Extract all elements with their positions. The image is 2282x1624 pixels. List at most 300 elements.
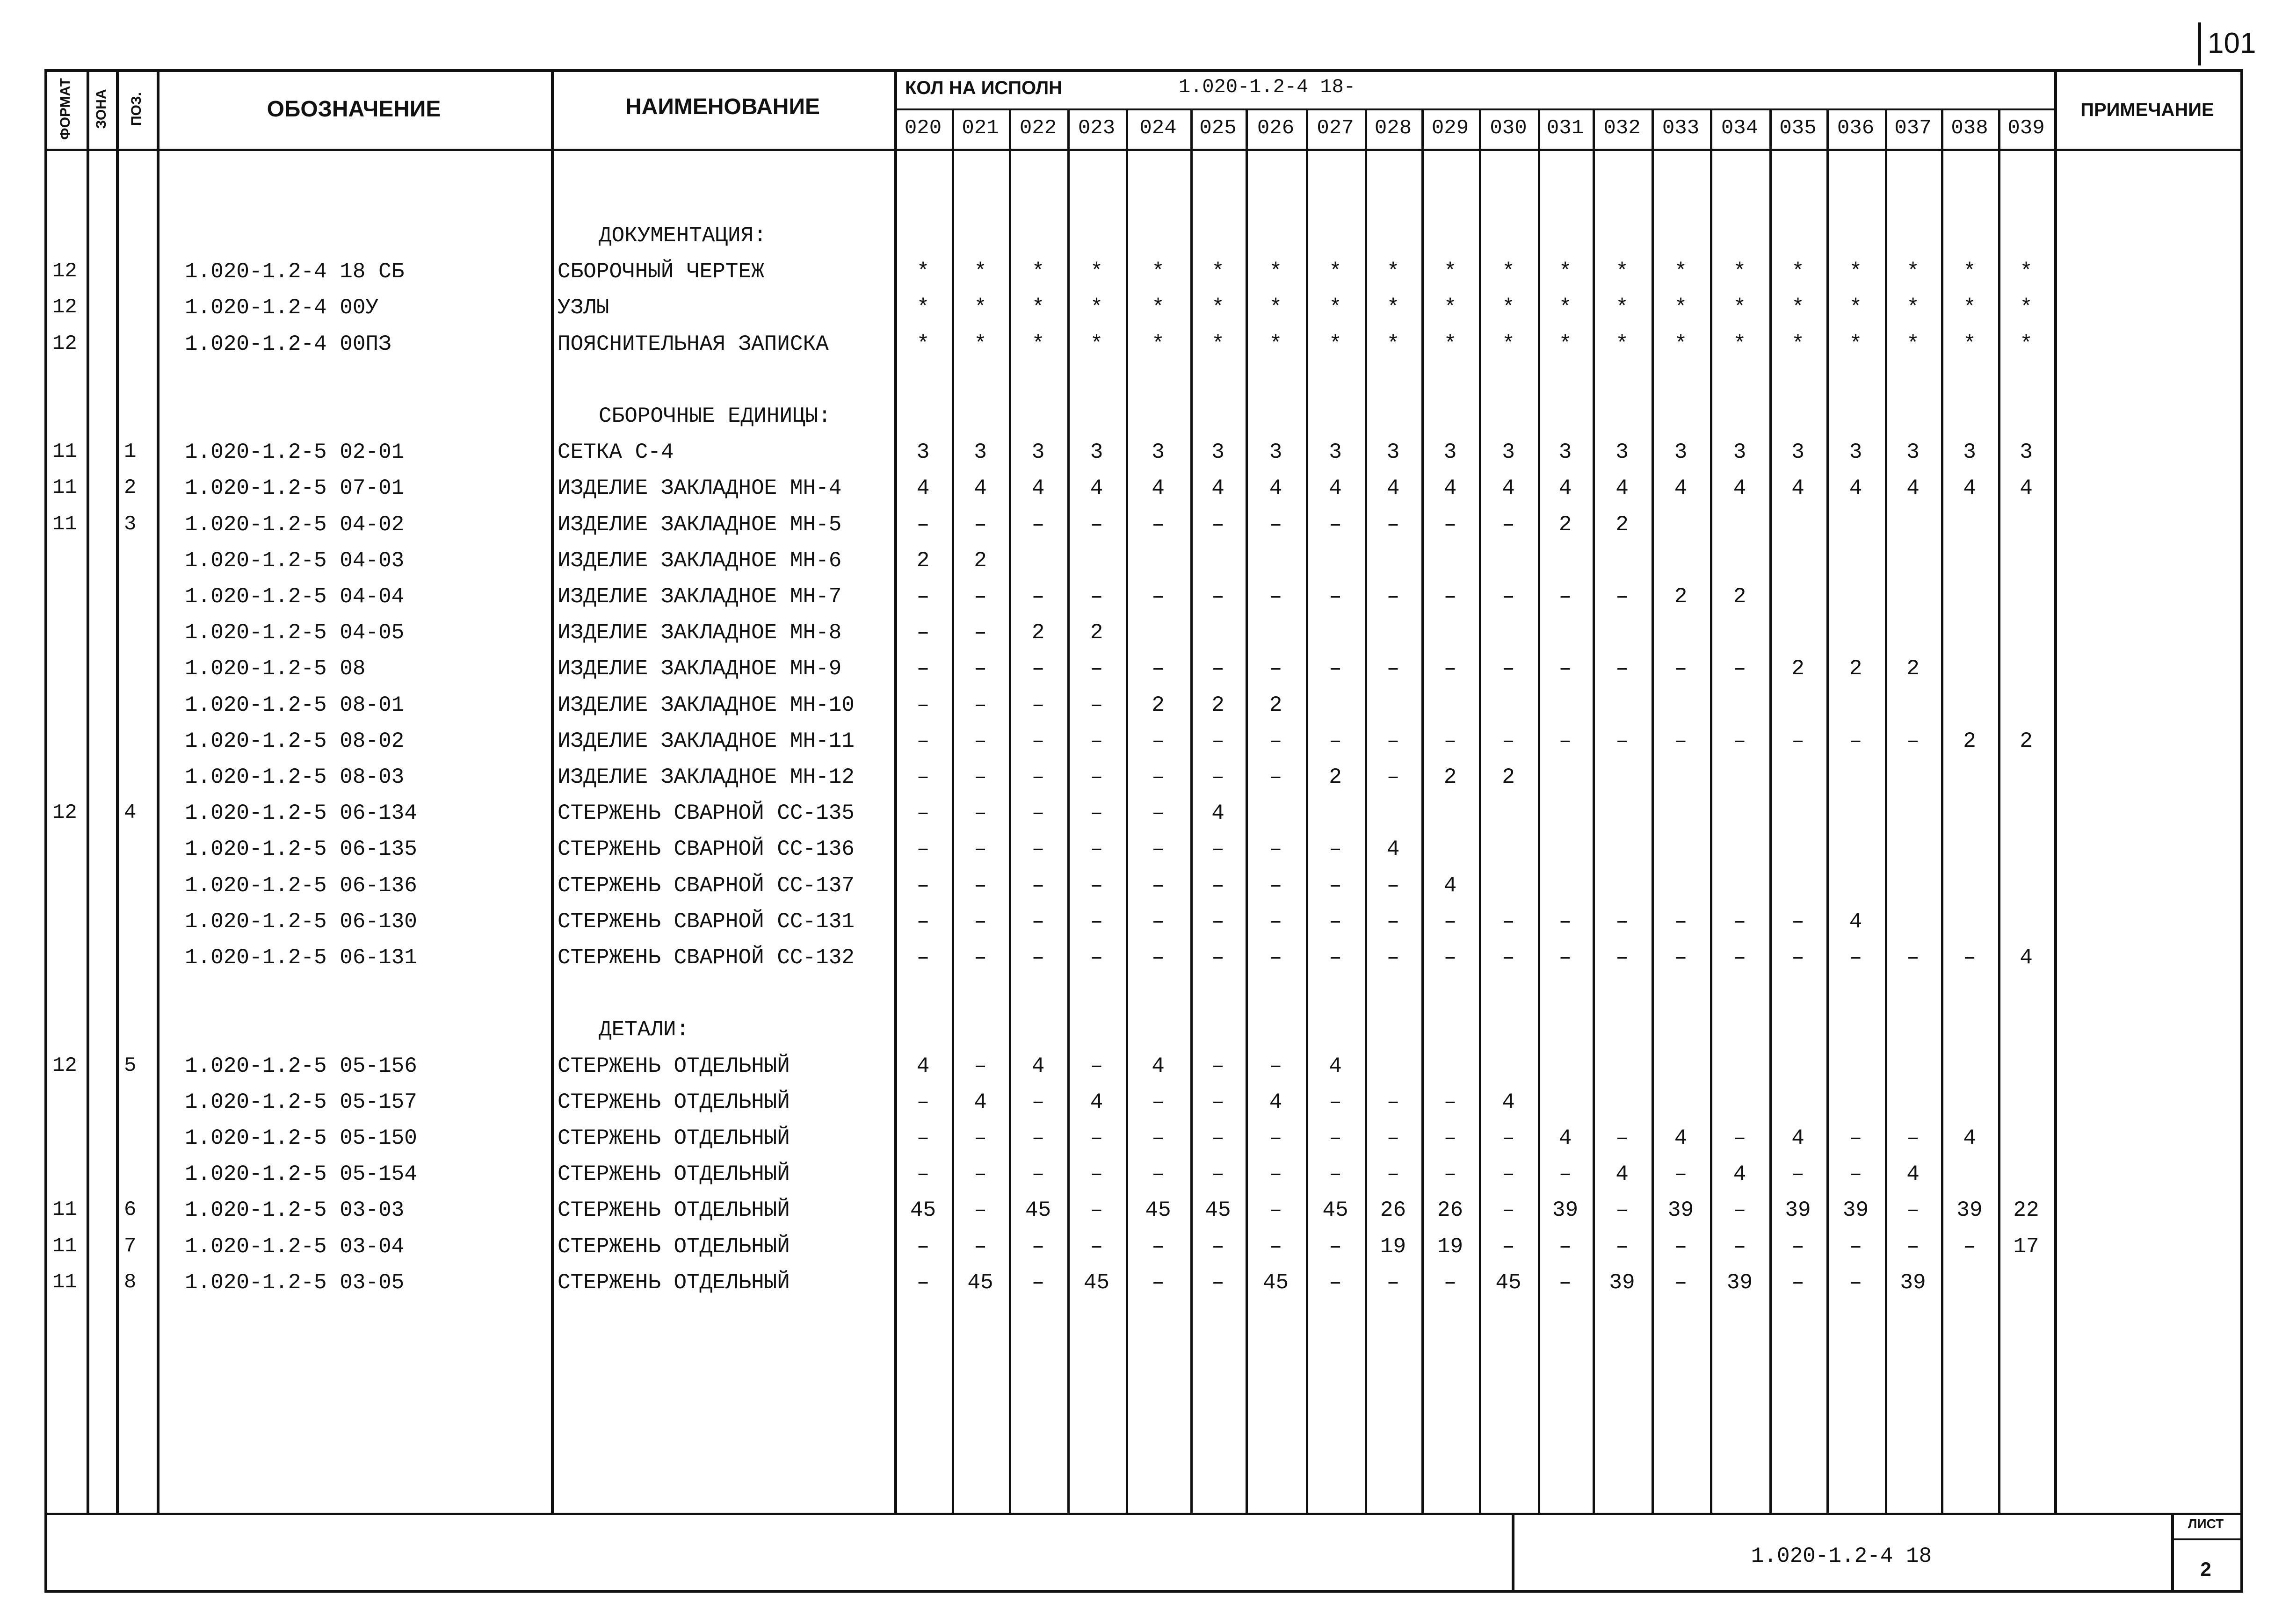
variant-header: 036 (1837, 116, 1875, 140)
quantity-cell: – (1443, 657, 1457, 681)
variant-header: 028 (1374, 116, 1412, 140)
quantity-cell: – (916, 1126, 930, 1150)
quantity-cell: * (1211, 332, 1224, 356)
quantity-cell: – (1090, 873, 1103, 898)
quantity-cell: – (1269, 873, 1282, 898)
quantity-cell: 2 (1269, 693, 1282, 717)
quantity-cell: * (1616, 296, 1629, 320)
designation-cell: 1.020-1.2-5 03-04 (185, 1234, 405, 1259)
quantity-cell: 4 (1443, 476, 1457, 501)
quantity-cell: * (1269, 260, 1282, 284)
quantity-cell: – (1031, 585, 1045, 609)
name-cell: СТЕРЖЕНЬ ОТДЕЛЬНЫЙ (558, 1126, 790, 1150)
quantity-cell: – (1152, 657, 1165, 681)
quantity-cell: – (1849, 1162, 1862, 1187)
quantity-cell: – (1031, 657, 1045, 681)
quantity-cell: – (1152, 1162, 1165, 1187)
quantity-cell: – (1791, 946, 1804, 970)
quantity-cell: – (1963, 1234, 1976, 1259)
quantity-cell: – (1906, 1234, 1920, 1259)
quantity-cell: * (2020, 260, 2033, 284)
pos-cell: 1 (124, 440, 137, 464)
quantity-cell: – (1090, 1198, 1103, 1223)
format-cell: 11 (52, 1198, 77, 1222)
name-cell: ИЗДЕЛИЕ ЗАКЛАДНОЕ МН-12 (558, 765, 855, 789)
variant-column-rule (1593, 108, 1595, 1513)
quantity-cell: 4 (1674, 1126, 1688, 1150)
quantity-cell: * (1090, 260, 1103, 284)
section-heading: ДЕТАЛИ: (599, 1018, 689, 1042)
column-rule (894, 69, 897, 1513)
quantity-cell: – (1733, 729, 1746, 753)
quantity-cell: 4 (1386, 476, 1400, 501)
name-cell: СБОРОЧНЫЙ ЧЕРТЕЖ (558, 260, 764, 284)
quantity-cell: * (1152, 332, 1165, 356)
quantity-cell: 2 (974, 548, 987, 573)
quantity-cell: – (1733, 946, 1746, 970)
quantity-cell: 4 (1558, 1126, 1572, 1150)
quantity-cell: – (1906, 1126, 1920, 1150)
quantity-cell: – (916, 729, 930, 753)
quantity-cell: 4 (1031, 1054, 1045, 1078)
variant-column-rule (1365, 108, 1367, 1513)
quantity-cell: – (1031, 873, 1045, 898)
quantity-cell: – (916, 909, 930, 934)
quantity-cell: * (1963, 332, 1976, 356)
pos-cell: 3 (124, 512, 137, 536)
quantity-cell: 45 (1322, 1198, 1348, 1223)
quantity-cell: – (1386, 1162, 1400, 1187)
quantity-cell: – (974, 657, 987, 681)
designation-cell: 1.020-1.2-4 00ПЗ (185, 332, 391, 356)
name-cell: СТЕРЖЕНЬ ОТДЕЛЬНЫЙ (558, 1162, 790, 1187)
quantity-cell: 4 (1211, 476, 1224, 501)
header-name: НАИМЕНОВАНИЕ (625, 94, 820, 119)
format-cell: 12 (52, 332, 77, 355)
quantity-cell: – (1849, 1270, 1862, 1295)
quantity-cell: – (916, 801, 930, 826)
quantity-cell: 2 (1849, 657, 1862, 681)
quantity-cell: 4 (1031, 476, 1045, 501)
quantity-cell: * (1674, 296, 1688, 320)
quantity-cell: 2 (1152, 693, 1165, 717)
variant-column-rule (1710, 108, 1712, 1513)
quantity-cell: – (1090, 801, 1103, 826)
quantity-cell: 26 (1380, 1198, 1406, 1223)
quantity-cell: 2 (1558, 512, 1572, 537)
quantity-cell: 39 (1609, 1270, 1635, 1295)
variant-column-rule (1246, 108, 1248, 1513)
designation-cell: 1.020-1.2-5 04-04 (185, 585, 405, 609)
name-cell: ИЗДЕЛИЕ ЗАКЛАДНОЕ МН-8 (558, 621, 842, 645)
quantity-cell: 22 (2013, 1198, 2039, 1223)
quantity-cell: – (1211, 585, 1224, 609)
quantity-cell: – (974, 909, 987, 934)
quantity-cell: 3 (916, 440, 930, 465)
name-cell: ИЗДЕЛИЕ ЗАКЛАДНОЕ МН-7 (558, 585, 842, 609)
quantity-cell: – (974, 729, 987, 753)
quantity-cell: 39 (1552, 1198, 1579, 1223)
quantity-cell: – (1791, 909, 1804, 934)
quantity-cell: – (1733, 1234, 1746, 1259)
quantity-cell: – (974, 873, 987, 898)
quantity-cell: – (1329, 512, 1342, 537)
quantity-cell: 3 (1386, 440, 1400, 465)
quantity-cell: – (1329, 1126, 1342, 1150)
variant-header: 030 (1490, 116, 1527, 140)
quantity-cell: 4 (1791, 1126, 1804, 1150)
variant-header: 035 (1779, 116, 1817, 140)
quantity-cell: – (1090, 765, 1103, 789)
quantity-cell: – (916, 657, 930, 681)
quantity-cell: 45 (967, 1270, 993, 1295)
quantity-cell: – (1269, 729, 1282, 753)
quantity-cell: * (974, 296, 987, 320)
variant-column-rule (1826, 108, 1829, 1513)
name-cell: СТЕРЖЕНЬ СВАРНОЙ СС-132 (558, 946, 855, 970)
quantity-cell: 4 (1963, 1126, 1976, 1150)
quantity-cell: 4 (1616, 476, 1629, 501)
quantity-cell: – (916, 1162, 930, 1187)
quantity-cell: * (1791, 296, 1804, 320)
quantity-cell: – (1329, 1162, 1342, 1187)
quantity-cell: – (1329, 585, 1342, 609)
quantity-cell: – (1616, 1126, 1629, 1150)
format-cell: 11 (52, 1270, 77, 1294)
quantity-cell: * (1329, 296, 1342, 320)
quantity-cell: – (1090, 585, 1103, 609)
quantity-cell: 4 (1502, 1090, 1515, 1114)
quantity-cell: 4 (2020, 476, 2033, 501)
name-cell: СТЕРЖЕНЬ ОТДЕЛЬНЫЙ (558, 1198, 790, 1223)
quantity-cell: – (1269, 512, 1282, 537)
designation-cell: 1.020-1.2-5 06-135 (185, 837, 417, 862)
variant-header: 034 (1721, 116, 1759, 140)
quantity-cell: * (1791, 332, 1804, 356)
quantity-cell: – (974, 946, 987, 970)
quantity-cell: – (1733, 657, 1746, 681)
body-bottom-rule (44, 1513, 2240, 1515)
quantity-cell: – (1269, 1054, 1282, 1078)
quantity-cell: – (1386, 585, 1400, 609)
quantity-cell: 4 (1906, 476, 1920, 501)
quantity-cell: – (1616, 1198, 1629, 1223)
quantity-cell: 4 (1090, 1090, 1103, 1114)
column-rule (551, 69, 554, 1513)
quantity-cell: * (1386, 260, 1400, 284)
quantity-cell: – (974, 1054, 987, 1078)
frame-bottom (44, 1590, 2243, 1593)
quantity-cell: – (1443, 585, 1457, 609)
quantity-cell: 2 (916, 548, 930, 573)
quantity-cell: 2 (1791, 657, 1804, 681)
quantity-cell: * (1031, 332, 1045, 356)
quantity-cell: 4 (1791, 476, 1804, 501)
variant-header: 023 (1078, 116, 1116, 140)
quantity-cell: – (1211, 729, 1224, 753)
quantity-cell: * (1733, 296, 1746, 320)
quantity-cell: – (1090, 729, 1103, 753)
quantity-cell: 2 (1733, 585, 1746, 609)
quantity-cell: – (1502, 512, 1515, 537)
designation-cell: 1.020-1.2-5 06-130 (185, 909, 417, 934)
quantity-cell: – (1152, 1234, 1165, 1259)
quantity-cell: – (1674, 1162, 1688, 1187)
quantity-cell: * (1031, 260, 1045, 284)
quantity-cell: – (1211, 765, 1224, 789)
quantity-cell: 4 (2020, 946, 2033, 970)
quantity-cell: – (1674, 729, 1688, 753)
header-note: ПРИМЕЧАНИЕ (2080, 100, 2214, 120)
quantity-cell: – (1558, 729, 1572, 753)
quantity-cell: – (974, 512, 987, 537)
quantity-cell: * (1502, 332, 1515, 356)
name-cell: ИЗДЕЛИЕ ЗАКЛАДНОЕ МН-4 (558, 476, 842, 501)
designation-cell: 1.020-1.2-5 03-03 (185, 1198, 405, 1223)
quantity-cell: – (1211, 1090, 1224, 1114)
quantity-cell: – (1031, 801, 1045, 826)
quantity-cell: – (1906, 1198, 1920, 1223)
quantity-cell: – (916, 512, 930, 537)
name-cell: СЕТКА С-4 (558, 440, 674, 465)
quantity-cell: 4 (1674, 476, 1688, 501)
quantity-cell: – (1558, 1162, 1572, 1187)
quantity-cell: – (1329, 1090, 1342, 1114)
quantity-cell: – (1090, 837, 1103, 862)
quantity-cell: – (1386, 946, 1400, 970)
quantity-cell: 3 (1152, 440, 1165, 465)
quantity-cell: * (1031, 296, 1045, 320)
header-qty-code: 1.020-1.2-4 18- (1179, 76, 1356, 98)
pos-cell: 4 (124, 801, 137, 825)
quantity-cell: * (1443, 296, 1457, 320)
quantity-cell: – (1329, 873, 1342, 898)
quantity-cell: 3 (2020, 440, 2033, 465)
quantity-cell: 45 (1205, 1198, 1231, 1223)
quantity-cell: – (1443, 909, 1457, 934)
column-rule (116, 69, 119, 1513)
quantity-cell: * (1674, 260, 1688, 284)
variant-header: 026 (1257, 116, 1295, 140)
designation-cell: 1.020-1.2-5 05-156 (185, 1054, 417, 1078)
quantity-cell: – (1443, 729, 1457, 753)
quantity-cell: * (1906, 332, 1920, 356)
quantity-cell: – (1963, 946, 1976, 970)
quantity-cell: – (1269, 585, 1282, 609)
quantity-cell: 4 (1269, 1090, 1282, 1114)
quantity-cell: 39 (1900, 1270, 1926, 1295)
variant-column-rule (1998, 108, 2000, 1513)
quantity-cell: – (1443, 512, 1457, 537)
quantity-cell: – (1031, 1234, 1045, 1259)
name-cell: ИЗДЕЛИЕ ЗАКЛАДНОЕ МН-11 (558, 729, 855, 753)
quantity-cell: * (1211, 296, 1224, 320)
designation-cell: 1.020-1.2-5 05-154 (185, 1162, 417, 1187)
quantity-cell: 2 (1211, 693, 1224, 717)
quantity-cell: – (1733, 1126, 1746, 1150)
variant-column-rule (1421, 108, 1424, 1513)
format-cell: 12 (52, 296, 77, 319)
quantity-cell: – (916, 1270, 930, 1295)
quantity-cell: * (1558, 296, 1572, 320)
quantity-cell: – (1791, 1270, 1804, 1295)
name-cell: СТЕРЖЕНЬ СВАРНОЙ СС-131 (558, 909, 855, 934)
quantity-cell: 2 (2020, 729, 2033, 753)
quantity-cell: * (1558, 332, 1572, 356)
quantity-cell: 3 (1906, 440, 1920, 465)
quantity-cell: 2 (1031, 621, 1045, 645)
name-cell: ИЗДЕЛИЕ ЗАКЛАДНОЕ МН-5 (558, 512, 842, 537)
name-cell: СТЕРЖЕНЬ ОТДЕЛЬНЫЙ (558, 1054, 790, 1078)
quantity-cell: – (1031, 837, 1045, 862)
page-number: 101 (2208, 27, 2256, 59)
quantity-cell: – (1152, 873, 1165, 898)
quantity-cell: – (916, 1234, 930, 1259)
designation-cell: 1.020-1.2-5 06-136 (185, 873, 417, 898)
quantity-cell: 3 (1211, 440, 1224, 465)
name-cell: ПОЯСНИТЕЛЬНАЯ ЗАПИСКА (558, 332, 829, 356)
name-cell: СТЕРЖЕНЬ СВАРНОЙ СС-135 (558, 801, 855, 826)
quantity-cell: – (1502, 1162, 1515, 1187)
quantity-cell: * (1733, 260, 1746, 284)
quantity-cell: – (1502, 657, 1515, 681)
quantity-cell: * (916, 296, 930, 320)
quantity-cell: – (1269, 765, 1282, 789)
quantity-cell: – (1031, 946, 1045, 970)
page-number-mark (2198, 22, 2201, 65)
quantity-cell: – (1558, 657, 1572, 681)
quantity-cell: – (1269, 1198, 1282, 1223)
quantity-cell: 4 (1152, 1054, 1165, 1078)
pos-cell: 6 (124, 1198, 137, 1222)
quantity-cell: 45 (910, 1198, 936, 1223)
quantity-cell: – (1616, 909, 1629, 934)
quantity-cell: – (1791, 729, 1804, 753)
quantity-cell: * (1329, 332, 1342, 356)
quantity-cell: * (974, 260, 987, 284)
quantity-cell: 3 (1558, 440, 1572, 465)
quantity-cell: * (1152, 260, 1165, 284)
quantity-cell: * (1963, 296, 1976, 320)
variant-column-rule (1652, 108, 1654, 1513)
quantity-cell: – (1674, 1270, 1688, 1295)
quantity-cell: – (1502, 946, 1515, 970)
quantity-cell: 39 (1667, 1198, 1694, 1223)
quantity-cell: 2 (1616, 512, 1629, 537)
quantity-cell: 19 (1437, 1234, 1463, 1259)
quantity-cell: – (974, 1126, 987, 1150)
quantity-cell: – (1090, 909, 1103, 934)
format-cell: 12 (52, 801, 77, 825)
designation-cell: 1.020-1.2-5 05-150 (185, 1126, 417, 1150)
quantity-cell: 39 (1785, 1198, 1811, 1223)
quantity-cell: 4 (974, 476, 987, 501)
quantity-cell: – (974, 693, 987, 717)
quantity-cell: 4 (1733, 476, 1746, 501)
format-cell: 12 (52, 260, 77, 283)
quantity-cell: 3 (1502, 440, 1515, 465)
quantity-cell: – (1502, 1234, 1515, 1259)
variant-header: 022 (1019, 116, 1057, 140)
quantity-cell: – (974, 585, 987, 609)
quantity-cell: 3 (1616, 440, 1629, 465)
quantity-cell: – (916, 693, 930, 717)
quantity-cell: – (1616, 946, 1629, 970)
quantity-cell: – (1269, 1126, 1282, 1150)
quantity-cell: 2 (1963, 729, 1976, 753)
quantity-cell: 4 (1558, 476, 1572, 501)
quantity-cell: – (1443, 1090, 1457, 1114)
quantity-cell: – (1386, 657, 1400, 681)
quantity-cell: 45 (1083, 1270, 1110, 1295)
quantity-cell: 3 (1269, 440, 1282, 465)
frame-top (44, 69, 2240, 72)
quantity-cell: – (1674, 946, 1688, 970)
quantity-cell: – (974, 1234, 987, 1259)
quantity-cell: 4 (1269, 476, 1282, 501)
quantity-cell: – (1152, 729, 1165, 753)
quantity-cell: 4 (1443, 873, 1457, 898)
name-cell: СТЕРЖЕНЬ ОТДЕЛЬНЫЙ (558, 1270, 790, 1295)
column-rule (87, 69, 89, 1513)
quantity-cell: – (974, 837, 987, 862)
name-cell: ИЗДЕЛИЕ ЗАКЛАДНОЕ МН-9 (558, 657, 842, 681)
quantity-cell: – (1386, 765, 1400, 789)
designation-cell: 1.020-1.2-5 08-01 (185, 693, 405, 717)
quantity-cell: – (1849, 946, 1862, 970)
header-zone: ЗОНА (93, 89, 109, 129)
format-cell: 11 (52, 512, 77, 536)
quantity-cell: – (1386, 873, 1400, 898)
quantity-cell: – (1269, 657, 1282, 681)
quantity-cell: – (1031, 765, 1045, 789)
name-cell: ИЗДЕЛИЕ ЗАКЛАДНОЕ МН-10 (558, 693, 855, 717)
variant-header: 027 (1317, 116, 1354, 140)
sheet-box-split (2171, 1538, 2240, 1540)
quantity-cell: – (916, 621, 930, 645)
quantity-cell: – (1674, 657, 1688, 681)
name-cell: СТЕРЖЕНЬ ОТДЕЛЬНЫЙ (558, 1234, 790, 1259)
quantity-cell: – (1031, 512, 1045, 537)
variant-header: 032 (1603, 116, 1641, 140)
quantity-cell: – (1791, 1162, 1804, 1187)
quantity-cell: 4 (1616, 1162, 1629, 1187)
quantity-cell: – (1386, 909, 1400, 934)
quantity-cell: – (916, 837, 930, 862)
quantity-cell: – (1152, 512, 1165, 537)
pos-cell: 7 (124, 1234, 137, 1258)
quantity-cell: – (1906, 946, 1920, 970)
designation-cell: 1.020-1.2-5 06-131 (185, 946, 417, 970)
quantity-cell: – (1386, 1270, 1400, 1295)
quantity-cell: – (1558, 1234, 1572, 1259)
designation-cell: 1.020-1.2-5 02-01 (185, 440, 405, 465)
quantity-cell: 45 (1025, 1198, 1051, 1223)
quantity-cell: – (1386, 1090, 1400, 1114)
quantity-cell: – (1502, 585, 1515, 609)
variant-column-rule (1941, 108, 1943, 1513)
quantity-cell: 3 (1791, 440, 1804, 465)
quantity-cell: 4 (1329, 476, 1342, 501)
quantity-cell: – (1269, 909, 1282, 934)
quantity-cell: – (1090, 1162, 1103, 1187)
quantity-cell: * (1849, 260, 1862, 284)
quantity-cell: 4 (1386, 837, 1400, 862)
column-rule (2054, 69, 2057, 1513)
quantity-cell: – (1211, 512, 1224, 537)
column-rule (157, 69, 159, 1513)
quantity-cell: – (1502, 729, 1515, 753)
